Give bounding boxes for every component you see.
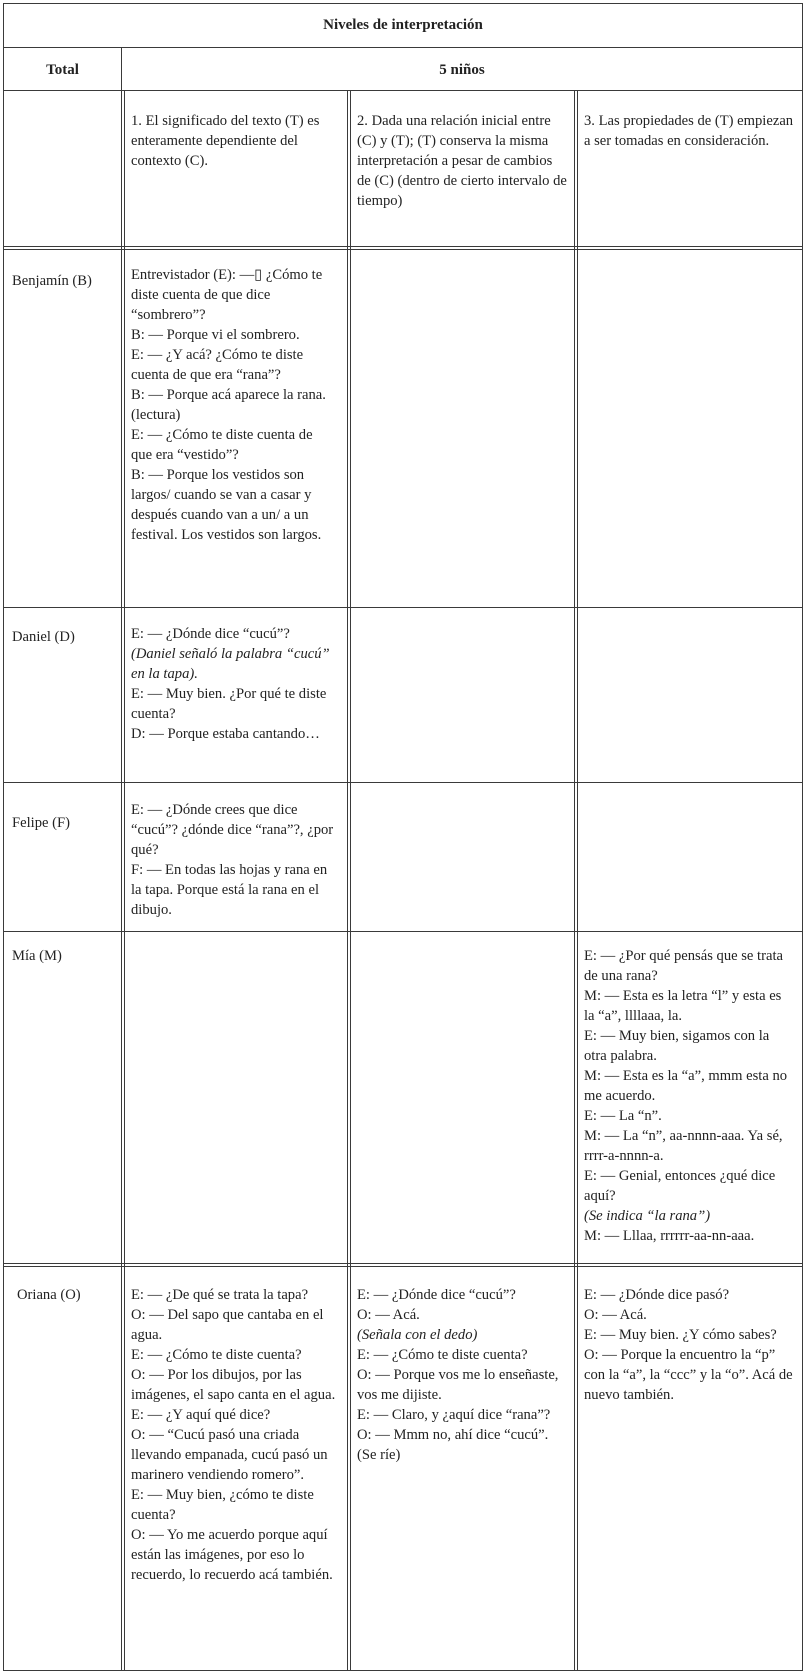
dialogue-line: E: — ¿Cómo te diste cuenta? xyxy=(131,1347,302,1363)
dialogue-line: O: — Porque vos me lo enseñaste, vos me dijiste. xyxy=(357,1367,559,1403)
child-name: Felipe (F) xyxy=(12,815,70,831)
dialogue-line: O: — Porque la encuentro la “p” con la “a”, la “ccc” y la “o”. Acá de nuevo también. xyxy=(584,1347,793,1403)
dialogue-line: M: — La “n”, aa-nnnn-aaa. Ya sé, rrrr-a-nnnn-a. xyxy=(584,1128,783,1164)
dialogue-line: E: — ¿Cómo te diste cuenta de que era “vestido”? xyxy=(131,427,313,463)
column-divider xyxy=(124,90,125,1671)
dialogue-line: O: — Yo me acuerdo porque aquí están las imágenes, por eso lo recuerdo, lo recuerdo acá también. xyxy=(131,1527,333,1583)
dialogue-line: E: — Muy bien, sigamos con la otra palabra. xyxy=(584,1028,770,1064)
dialogue-line: B: — Porque los vestidos son largos/ cuando se van a casar y después cuando van a un/ a un festival. Los vestidos son largos. xyxy=(131,467,322,543)
dialogue-line: B: — Porque acá aparece la rana. xyxy=(131,387,326,403)
dialogue-line: O: — “Cucú pasó una criada llevando empanada, cucú pasó un marinero vendiendo romero”. xyxy=(131,1427,328,1483)
row-divider xyxy=(3,249,803,250)
level-2-description: 2. Dada una relación inicial entre (C) y (T); (T) conserva la misma interpretación a pesar de cambios de (C) (dentro de cierto intervalo de tiempo) xyxy=(357,113,567,209)
dialogue-cell xyxy=(357,1285,567,1465)
dialogue-line: O: — Acá. xyxy=(584,1307,647,1323)
level-1-description: 1. El significado del texto (T) es enteramente dependiente del contexto (C). xyxy=(131,113,320,169)
dialogue-line: E: — ¿Cómo te diste cuenta? xyxy=(357,1347,528,1363)
dialogue-line: E: — Muy bien. ¿Y cómo sabes? xyxy=(584,1327,777,1343)
dialogue-line: M: — Esta es la “a”, mmm esta no me acuerdo. xyxy=(584,1068,788,1104)
child-name: Mía (M) xyxy=(12,948,62,964)
dialogue-cell xyxy=(584,1285,794,1405)
dialogue-line: B: — Porque vi el sombrero. xyxy=(131,327,300,343)
total-header: Total xyxy=(46,62,79,78)
dialogue-line: F: — En todas las hojas y rana en la tapa. Porque está la rana en el dibujo. xyxy=(131,862,328,918)
table-border-right xyxy=(802,3,803,1671)
dialogue-line: E: — Muy bien. ¿Por qué te diste cuenta? xyxy=(131,686,327,722)
column-divider xyxy=(574,90,575,1671)
dialogue-cell xyxy=(131,265,336,545)
dialogue-line: M: — Esta es la letra “l” y esta es la “a”, llllaaa, la. xyxy=(584,988,782,1024)
dialogue-line: Entrevistador (E): —▯ ¿Cómo te diste cuenta de que dice “sombrero”? xyxy=(131,267,323,323)
row-divider xyxy=(3,931,803,932)
dialogue-line: O: — Del sapo que cantaba en el agua. xyxy=(131,1307,324,1343)
dialogue-cell xyxy=(131,800,336,920)
level-3-description: 3. Las propiedades de (T) empiezan a ser tomadas en consideración. xyxy=(584,113,794,149)
row-divider xyxy=(3,1266,803,1267)
dialogue-line: M: — Lllaa, rrrrrr-aa-nn-aaa. xyxy=(584,1228,755,1244)
dialogue-line: (Señala con el dedo) xyxy=(357,1327,478,1343)
dialogue-line: E: — ¿Dónde dice “cucú”? xyxy=(131,626,290,642)
dialogue-line: E: — La “n”. xyxy=(584,1108,662,1124)
group-header: 5 niños xyxy=(439,62,485,78)
dialogue-line: E: — ¿Dónde dice “cucú”? xyxy=(357,1287,516,1303)
dialogue-line: O: — Acá. xyxy=(357,1307,420,1323)
dialogue-line: E: — Muy bien, ¿cómo te diste cuenta? xyxy=(131,1487,314,1523)
dialogue-line: E: — Genial, entonces ¿qué dice aquí? xyxy=(584,1168,776,1204)
dialogue-line: D: — Porque estaba cantando… xyxy=(131,726,320,742)
dialogue-line: E: — ¿Y acá? ¿Cómo te diste cuenta de que era “rana”? xyxy=(131,347,304,383)
dialogue-line: E: — ¿Por qué pensás que se trata de una rana? xyxy=(584,948,783,984)
child-name: Daniel (D) xyxy=(12,629,75,645)
dialogue-cell xyxy=(131,624,336,744)
row-divider xyxy=(3,607,803,608)
table-title: Niveles de interpretación xyxy=(323,17,483,33)
table-border-left xyxy=(3,3,4,1671)
child-name: Benjamín (B) xyxy=(12,273,92,289)
dialogue-line: (Daniel señaló la palabra “cucú” en la tapa). xyxy=(131,646,330,682)
row-divider xyxy=(3,1263,803,1264)
dialogue-line: (Se indica “la rana”) xyxy=(584,1208,711,1224)
table-border-top xyxy=(3,3,803,4)
dialogue-line: E: — ¿Y aquí qué dice? xyxy=(131,1407,271,1423)
dialogue-line: O: — Por los dibujos, por las imágenes, el sapo canta en el agua. xyxy=(131,1367,336,1403)
row-divider xyxy=(3,246,803,247)
dialogue-line: E: — Claro, y ¿aquí dice “rana”? xyxy=(357,1407,551,1423)
column-divider xyxy=(577,90,578,1671)
dialogue-line: (lectura) xyxy=(131,407,181,423)
table-border-bottom xyxy=(3,1670,803,1671)
dialogue-line: E: — ¿De qué se trata la tapa? xyxy=(131,1287,309,1303)
dialogue-cell xyxy=(584,946,794,1246)
row-divider xyxy=(3,90,803,91)
dialogue-line: E: — ¿Dónde dice pasó? xyxy=(584,1287,730,1303)
dialogue-line: E: — ¿Dónde crees que dice “cucú”? ¿dónde dice “rana”?, ¿por qué? xyxy=(131,802,334,858)
column-divider xyxy=(350,90,351,1671)
column-divider xyxy=(347,90,348,1671)
dialogue-cell xyxy=(131,1285,339,1585)
row-divider xyxy=(3,47,803,48)
child-name: Oriana (O) xyxy=(17,1287,81,1303)
row-divider xyxy=(3,782,803,783)
dialogue-line: O: — Mmm no, ahí dice “cucú”. (Se ríe) xyxy=(357,1427,549,1463)
column-divider xyxy=(121,47,122,1671)
